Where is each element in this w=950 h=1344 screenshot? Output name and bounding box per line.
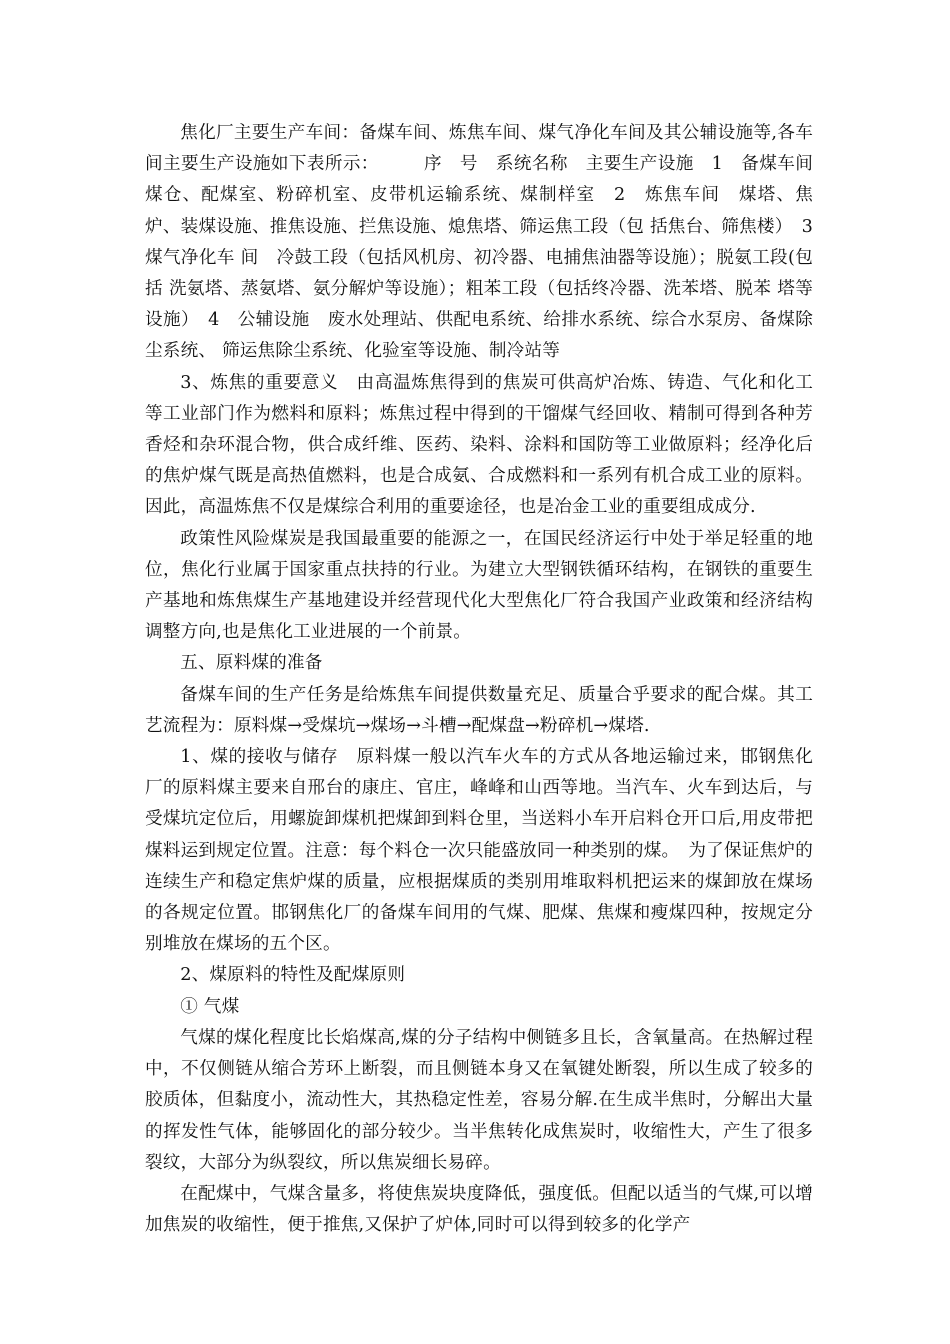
paragraph-policy-risk: 政策性风险煤炭是我国最重要的能源之一，在国民经济运行中处于举足轻重的地位，焦化行业属于国家重点扶持的行业。为建立大型钢铁循环结构，在钢铁的重要生产基地和炼焦煤生产基地建设并经营现代化大型焦化厂符合我国产业政策和经济结构调整方向,也是焦化工业进展的一个前景。 xyxy=(145,528,813,643)
section-heading-raw-coal: 五、原料煤的准备 xyxy=(180,653,323,674)
paragraph-gas-coal-properties: 气煤的煤化程度比长焰煤高,煤的分子结构中侧链多且长，含氧量高。在热解过程中，不仅侧链从缩合芳环上断裂，而且侧链本身又在氧键处断裂，所以生成了较多的胶质体，但黏度小，流动性大，其热稳定性差，容易分解.在生成半焦时，分解出大量的挥发性气体，能够固化的部分较少。当半焦转化成焦炭时，收缩性大，产生了很多裂纹，大部分为纵裂纹，所以焦炭细长易碎。 xyxy=(145,1027,813,1173)
paragraph-coking-significance: 3、炼焦的重要意义 由高温炼焦得到的焦炭可供高炉冶炼、铸造、气化和化工等工业部门作为燃料和原料；炼焦过程中得到的干馏煤气经回收、精制可得到各种芳香烃和杂环混合物，供合成纤维、医药、染料、涂料和国防等工业做原料；经净化后的焦炉煤气既是高热值燃料，也是合成氨、合成燃料和一系列有机合成工业的原料。因此，高温炼焦不仅是煤综合利用的重要途径，也是冶金工业的重要组成成分. xyxy=(145,372,813,518)
subheading-coal-properties: 2、煤原料的特性及配煤原则 xyxy=(180,965,406,986)
subheading-gas-coal: ① 气煤 xyxy=(180,996,240,1017)
paragraph-coal-prep-task: 备煤车间的生产任务是给炼焦车间提供数量充足、质量合乎要求的配合煤。其工艺流程为：原料煤→受煤坑→煤场→斗槽→配煤盘→粉碎机→煤塔. xyxy=(145,684,813,736)
paragraph-gas-coal-blending: 在配煤中，气煤含量多，将使焦炭块度降低，强度低。但配以适当的气煤,可以增加焦炭的收缩性，便于推焦,又保护了炉体,同时可以得到较多的化学产 xyxy=(145,1183,813,1236)
paragraph-facilities: 焦化厂主要生产车间：备煤车间、炼焦车间、煤气净化车间及其公辅设施等,各车间主要生产设施如下表所示： 序 号 系统名称 主要生产设施 1 备煤车间 煤仓、配煤室、粉碎机室、皮带机运输系统、煤制样室 2 炼焦车间 煤塔、焦炉、装煤设施、推焦设施、拦焦设施、熄焦塔、筛运焦工段（包 括焦台、筛焦楼） 3 煤气净化车 间 冷鼓工段（包括风机房、初冷器、电捕焦油器等设施）；脱氨工段(包括 洗氨塔、蒸氨塔、氨分解炉等设施）；粗苯工段（包括终冷器、洗苯塔、脱苯 塔等设施） 4 公辅设施 废水处理站、供配电系统、给排水系统、综合水泵房、备煤除尘系统、 筛运焦除尘系统、化验室等设施、制冷站等 xyxy=(145,123,831,362)
paragraph-coal-receiving: 1、煤的接收与储存 原料煤一般以汽车火车的方式从各地运输过来，邯钢焦化厂的原料煤主要来自邢台的康庄、官庄，峰峰和山西等地。当汽车、火车到达后，与受煤坑定位后，用螺旋卸煤机把煤卸到料仓里，当送料小车开启料仓开口后,用皮带把煤料运到规定位置。注意：每个料仓一次只能盛放同一种类别的煤。 为了保证焦炉的连续生产和稳定焦炉煤的质量，应根据煤质的类别用堆取料机把运来的煤卸放在煤场的各规定位置。邯钢焦化厂的备煤车间用的气煤、肥煤、焦煤和瘦煤四种，按规定分别堆放在煤场的五个区。 xyxy=(145,747,813,955)
document-page xyxy=(145,118,831,1241)
